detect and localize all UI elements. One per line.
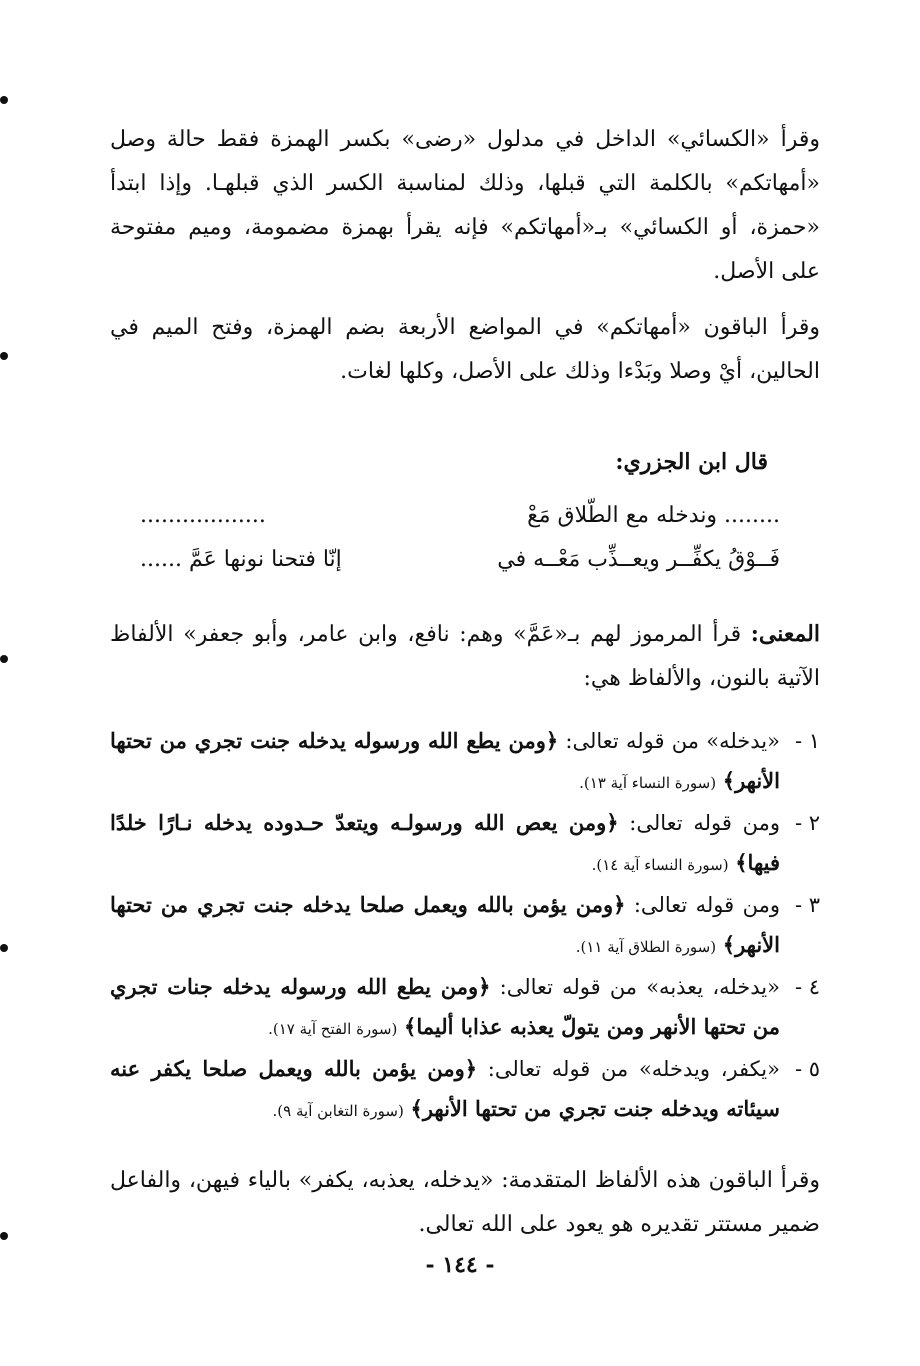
verse-line (140, 494, 780, 538)
surah-reference: (سورة التغابن آية ٩). (272, 1102, 404, 1120)
verse-hemistich-left: .................. (140, 503, 266, 528)
quran-quote: ﴿ومن يعص الله ورسولـه ويتعدّ حـدوده يدخله نـارًا خلدًا فيها﴾ (110, 810, 780, 875)
paragraph-2: وقرأ الباقون «أمهاتكم» في المواضع الأربعة بضم الهمزة، وفتح الميم في الحالين، أيْ وصلا وبَدْءا وذلك على الأصل، وكلها لغات. (110, 315, 820, 384)
quran-quote: ﴿ومن يطع الله ورسوله يدخله جنت تجري من تحتها الأنهر﴾ (110, 728, 780, 793)
verse-hemistich-right: فَــوْقُ يكفِّــر ويعــذِّب مَعْــه في (497, 547, 780, 572)
poem-verses (140, 494, 780, 582)
item-body (110, 1049, 780, 1131)
item-body (110, 967, 780, 1049)
margin-mark (0, 352, 8, 360)
verse-hemistich-left: إنّا فتحنا نونها عَمَّ ...... (140, 547, 342, 572)
surah-reference: (سورة النساء آية ١٣). (579, 774, 717, 792)
margin-mark (0, 1232, 8, 1240)
item-number: ١ - (794, 729, 820, 753)
item-number: ٥ - (794, 1057, 820, 1081)
surah-reference: (سورة الفتح آية ١٧). (268, 1020, 398, 1038)
margin-mark (0, 944, 8, 952)
page-number: - ١٤٤ - (425, 1252, 495, 1278)
item-number: ٢ - (794, 811, 820, 835)
paragraph-1: وقرأ «الكسائي» الداخل في مدلول «رضى» بكسر الهمزة فقط حالة وصل «أمهاتكم» بالكلمة التي قبلها، وذلك لمناسبة الكسر الذي قبلهـا. وإذا ابتدأ «حمزة، أو الكسائي» بـ«أمهاتكم» فإنه يقرأ بهمزة مضمومة، وميم مفتوحة على الأصل. (110, 127, 820, 284)
list-item (110, 1049, 820, 1131)
section-heading: قال ابن الجزري: (615, 449, 768, 475)
closing-paragraph: وقرأ الباقون هذه الألفاظ المتقدمة: «يدخله، يعذبه، يكفر» بالياء فيهن، والفاعل ضمير مستتر تقديره هو يعود على الله تعالى. (110, 1168, 820, 1237)
list-item (110, 803, 820, 885)
item-number: ٣ - (794, 893, 820, 917)
verse-hemistich-right: ........ وندخله مع الطّلاق مَعْ (527, 503, 780, 528)
item-number: ٤ - (794, 975, 820, 999)
list-item (110, 721, 820, 803)
surah-reference: (سورة النساء آية ١٤). (591, 856, 729, 874)
quran-quote: ﴿ومن يطع الله ورسوله يدخله جنات تجري من تحتها الأنهر ومن يتولّ يعذبه عذابا أليما﴾ (110, 974, 780, 1039)
page-body (110, 118, 820, 1247)
margin-mark (0, 655, 8, 663)
word-list (110, 721, 820, 1131)
item-lead: ومن قوله تعالى: (629, 811, 781, 835)
item-lead: «يدخله، يعذبه» من قوله تعالى: (499, 975, 781, 999)
surah-reference: (سورة الطلاق آية ١١). (575, 938, 717, 956)
item-lead: «يدخله» من قوله تعالى: (565, 729, 780, 753)
meaning-label: المعنى: (750, 621, 820, 647)
list-item (110, 885, 820, 967)
item-body (110, 721, 780, 803)
list-item (110, 967, 820, 1049)
item-body (110, 885, 780, 967)
meaning-paragraph (110, 612, 820, 701)
meaning-text: قرأ المرموز لهم بـ«عَمَّ» وهم: نافع، وابن عامر، وأبو جعفر» الألفاظ الآتية بالنون، والألفاظ هي: (110, 622, 820, 691)
item-body (110, 803, 780, 885)
quran-quote: ﴿ومن يؤمن بالله ويعمل صلحا يدخله جنت تجري من تحتها الأنهر﴾ (110, 892, 780, 957)
item-lead: «يكفر، ويدخله» من قوله تعالى: (487, 1057, 780, 1081)
margin-mark (0, 96, 8, 104)
item-lead: ومن قوله تعالى: (633, 893, 780, 917)
quran-quote: ﴿ومن يؤمن بالله ويعمل صلحا يكفر عنه سيئاته ويدخله جنت تجري من تحتها الأنهر﴾ (110, 1056, 780, 1121)
verse-line (140, 538, 780, 582)
